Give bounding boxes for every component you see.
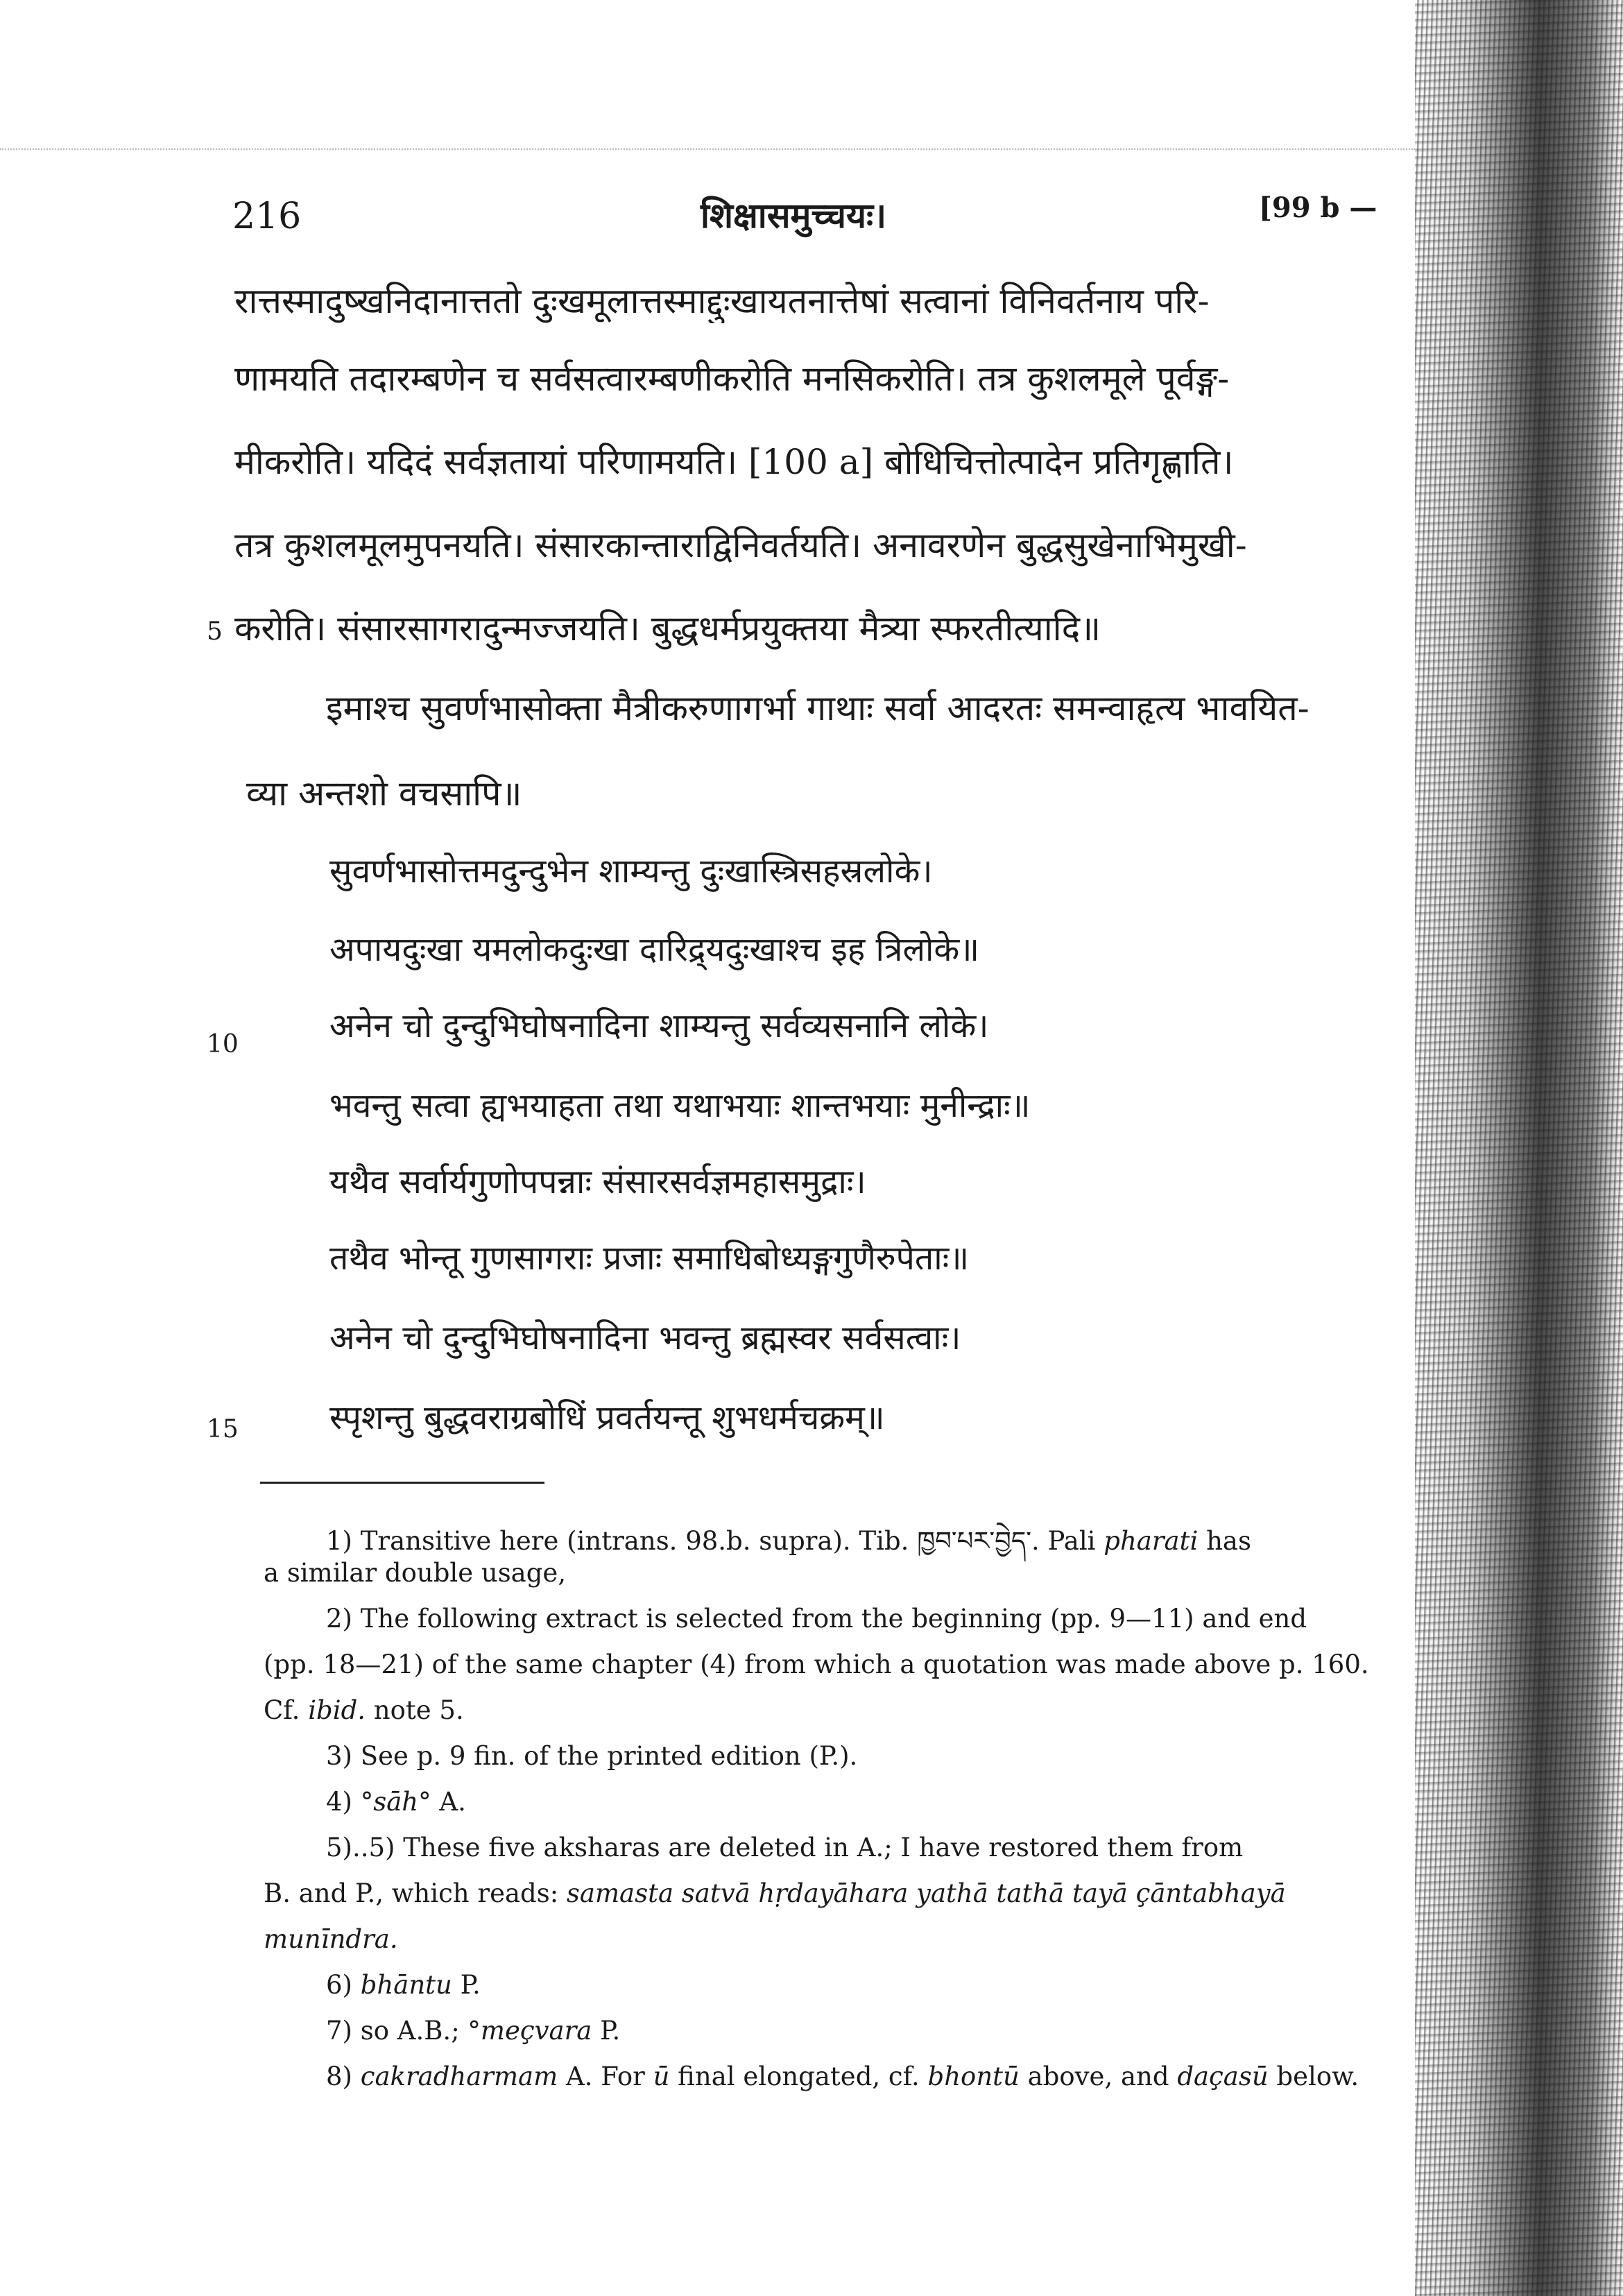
footnote-2-end: Cf. ibid. note 5. xyxy=(264,1695,464,1725)
scan-shadow-edge xyxy=(1415,0,1623,2296)
footnote-3: 3) See p. 9 fin. of the printed edition (P.). xyxy=(326,1741,858,1771)
footnote-5-end: munīndra. xyxy=(264,1924,398,1954)
line-number: 5 xyxy=(207,617,223,646)
footnote-5-cont: B. and P., which reads: samasta satvā hṛdayāhara yathā tathā tayā çāntabhayā xyxy=(264,1878,1286,1908)
footnote-4: 4) °sāh° A. xyxy=(326,1787,466,1817)
footnote-1-cont: a similar double usage, xyxy=(264,1558,567,1588)
footnote-2: 2) The following extract is selected from the beginning (pp. 9—11) and end xyxy=(326,1604,1307,1634)
footnote-6: 6) bhāntu P. xyxy=(326,1970,481,2000)
running-title: शिक्षासमुच्चयः। xyxy=(701,195,887,236)
verse-line: अपायदुःखा यमलोकदुःखा दारिद्र्यदुःखाश्च इह त्रिलोके॥ xyxy=(329,930,980,969)
prose-line: व्या अन्तशो वचसापि॥ xyxy=(246,773,522,814)
prose-line: णामयति तदारम्बणेन च सर्वसत्वारम्बणीकरोति मनसिकरोति। तत्र कुशलमूले पूर्वङ्ग- xyxy=(234,359,1230,399)
footnote-8: 8) cakradharmam A. For ū final elongated, cf. bhontū above, and daçasū below. xyxy=(326,2062,1359,2091)
verse-line: तथैव भोन्तू गुणसागराः प्रजाः समाधिबोध्यङ्गगुणैरुपेताः॥ xyxy=(329,1239,970,1278)
verse-line: सुवर्णभासोत्तमदुन्दुभेन शाम्यन्तु दुःखास्त्रिसहस्रलोके। xyxy=(329,852,933,891)
verse-line: स्पृशन्तु बुद्धवराग्रबोधिं प्रवर्तयन्तू शुभधर्मचक्रम्॥ xyxy=(329,1398,885,1437)
prose-line: इमाश्च सुवर्णभासोक्ता मैत्रीकरुणागर्भा गाथाः सर्वा आदरतः समन्वाहृत्य भावयित- xyxy=(326,688,1309,728)
footnote-7: 7) so A.B.; °meçvara P. xyxy=(326,2016,621,2046)
line-number: 15 xyxy=(207,1415,239,1443)
scan-artifact-rule xyxy=(0,148,1415,150)
folio-reference: [99 b — xyxy=(1259,191,1377,224)
verse-line: यथैव सर्वार्यगुणोपपन्नाः संसारसर्वज्ञमहासमुद्राः। xyxy=(329,1163,866,1201)
prose-line: मीकरोति। यदिदं सर्वज्ञतायां परिणामयति। [100 a] बोधिचित्तोत्पादेन प्रतिगृह्णाति। xyxy=(234,442,1234,482)
footnote-separator xyxy=(260,1482,544,1484)
prose-line: रात्तस्मादुष्खनिदानात्ततो दुःखमूलात्तस्माद्दुःखायतनात्तेषां सत्वानां विनिवर्तनाय परि- xyxy=(234,281,1210,321)
verse-line: अनेन चो दुन्दुभिघोषनादिना भवन्तु ब्रह्मस्वर सर्वसत्वाः। xyxy=(329,1319,961,1357)
footnote-5: 5)..5) These five aksharas are deleted in A.; I have restored them from xyxy=(326,1833,1244,1862)
tibetan-word: ཁྱབ་པར་བྱེད་ xyxy=(917,1526,1032,1556)
page-number: 216 xyxy=(232,196,302,237)
line-number: 10 xyxy=(207,1030,239,1059)
verse-line: अनेन चो दुन्दुभिघोषनादिना शाम्यन्तु सर्वव्यसनानि लोके। xyxy=(329,1006,989,1045)
prose-line: करोति। संसारसागरादुन्मज्जयति। बुद्धधर्मप्रयुक्तया मैत्र्या स्फरतीत्यादि॥ xyxy=(234,608,1101,649)
prose-line: तत्र कुशलमूलमुपनयति। संसारकान्ताराद्विनिवर्तयति। अनावरणेन बुद्धसुखेनाभिमुखी- xyxy=(234,525,1247,565)
footnote-1: 1) Transitive here (intrans. 98.b. supra). Tib. ཁྱབ་པར་བྱེད་. Pali pharati has xyxy=(326,1526,1251,1556)
footnote-2-cont: (pp. 18—21) of the same chapter (4) from which a quotation was made above p. 160. xyxy=(264,1650,1369,1679)
verse-line: भवन्तु सत्वा ह्यभयाहता तथा यथाभयाः शान्तभयाः मुनीन्द्राः॥ xyxy=(329,1086,1031,1125)
